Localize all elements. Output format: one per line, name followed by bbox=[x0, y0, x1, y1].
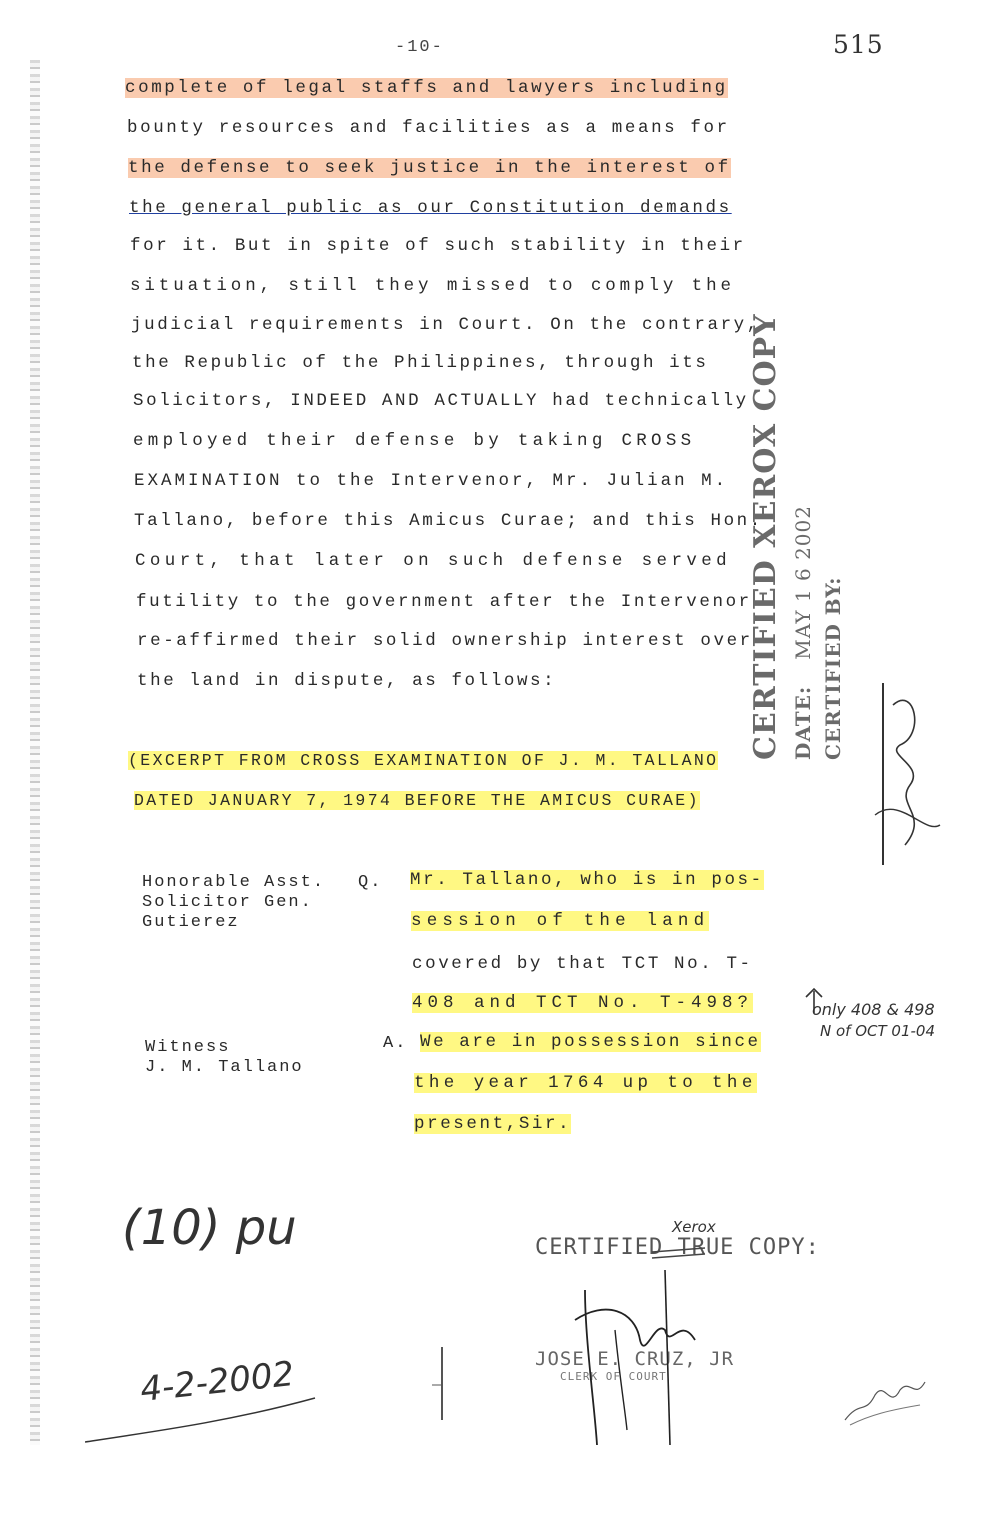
excerpt-heading-line: DATED JANUARY 7, 1974 BEFORE THE AMICUS CURAE) bbox=[134, 791, 700, 810]
scan-edge-artifact bbox=[30, 60, 40, 1445]
question-line: Mr. Tallano, who is in pos- bbox=[410, 870, 764, 890]
certified-true-copy-label: CERTIFIED TRUE COPY: bbox=[535, 1235, 820, 1260]
body-line: complete of legal staffs and lawyers including bbox=[125, 78, 728, 98]
date-underline-stroke bbox=[85, 1380, 325, 1460]
body-line: for it. But in spite of such stability in their bbox=[130, 236, 746, 256]
handwritten-date: 4-2-2002 bbox=[138, 1354, 296, 1410]
stamp-signature-mark bbox=[855, 675, 945, 875]
side-note-line: only 408 & 498 bbox=[812, 1000, 935, 1019]
answer-line: present,Sir. bbox=[414, 1114, 572, 1134]
body-line: futility to the government after the Intervenor bbox=[136, 592, 752, 612]
stamp-date-row bbox=[791, 313, 815, 760]
excerpt-heading-line: (EXCERPT FROM CROSS EXAMINATION OF J. M. TALLANO bbox=[128, 751, 719, 770]
side-note-line: N of OCT 01-04 bbox=[820, 1022, 936, 1040]
question-line: 408 and TCT No. T-498? bbox=[412, 993, 754, 1013]
stamp-date-label: DATE: bbox=[791, 685, 815, 760]
body-line: the general public as our Constitution demands bbox=[129, 198, 732, 218]
corner-initials-scribble bbox=[840, 1370, 930, 1430]
answer-marker: A. bbox=[383, 1034, 408, 1053]
clerk-name: JOSE E. CRUZ, JR bbox=[535, 1348, 735, 1370]
page-number: -10- bbox=[395, 38, 444, 57]
certification-correction: Xerox bbox=[672, 1218, 716, 1236]
question-line: session of the land bbox=[411, 911, 710, 931]
body-line: situation, still they missed to comply the bbox=[130, 276, 735, 296]
body-line: the defense to seek justice in the interest of bbox=[128, 158, 731, 178]
margin-bracket-mark bbox=[428, 1345, 458, 1425]
certified-xerox-stamp bbox=[748, 313, 845, 760]
question-marker: Q. bbox=[358, 873, 383, 892]
body-line: Court, that later on such defense served bbox=[135, 551, 732, 571]
stamp-by-label: CERTIFIED BY: bbox=[821, 576, 845, 760]
answer-speaker: Witness J. M. Tallano bbox=[145, 1038, 304, 1077]
answer-line: We are in possession since bbox=[420, 1032, 761, 1052]
body-line: re-affirmed their solid ownership interest over bbox=[137, 631, 753, 651]
body-line: the land in dispute, as follows: bbox=[137, 671, 557, 691]
stamp-date-value: MAY 1 6 2002 bbox=[791, 505, 815, 660]
body-line: EXAMINATION to the Intervenor, Mr. Julian M. bbox=[134, 471, 729, 491]
body-line: the Republic of the Philippines, through its bbox=[132, 353, 709, 373]
stamped-page-number: 515 bbox=[833, 30, 884, 59]
body-line: employed their defense by taking CROSS bbox=[133, 431, 696, 451]
initials-note: (10) pu bbox=[122, 1200, 297, 1256]
question-line: covered by that TCT No. T- bbox=[412, 954, 753, 974]
body-line: Tallano, before this Amicus Curae; and this Hon. bbox=[134, 511, 763, 531]
stamp-title: CERTIFIED XEROX COPY bbox=[748, 313, 783, 760]
clerk-title: CLERK OF COURT bbox=[560, 1370, 667, 1383]
question-speaker: Honorable Asst. Solicitor Gen. Gutierez bbox=[142, 873, 326, 932]
arrow-up-icon bbox=[800, 985, 830, 1015]
body-line: bounty resources and facilities as a means for bbox=[127, 118, 730, 138]
answer-line: the year 1764 up to the bbox=[414, 1073, 757, 1093]
clerk-signature bbox=[545, 1260, 725, 1450]
body-line: Solicitors, INDEED AND ACTUALLY had technically bbox=[133, 391, 749, 411]
body-line: judicial requirements in Court. On the contrary, bbox=[131, 315, 760, 335]
